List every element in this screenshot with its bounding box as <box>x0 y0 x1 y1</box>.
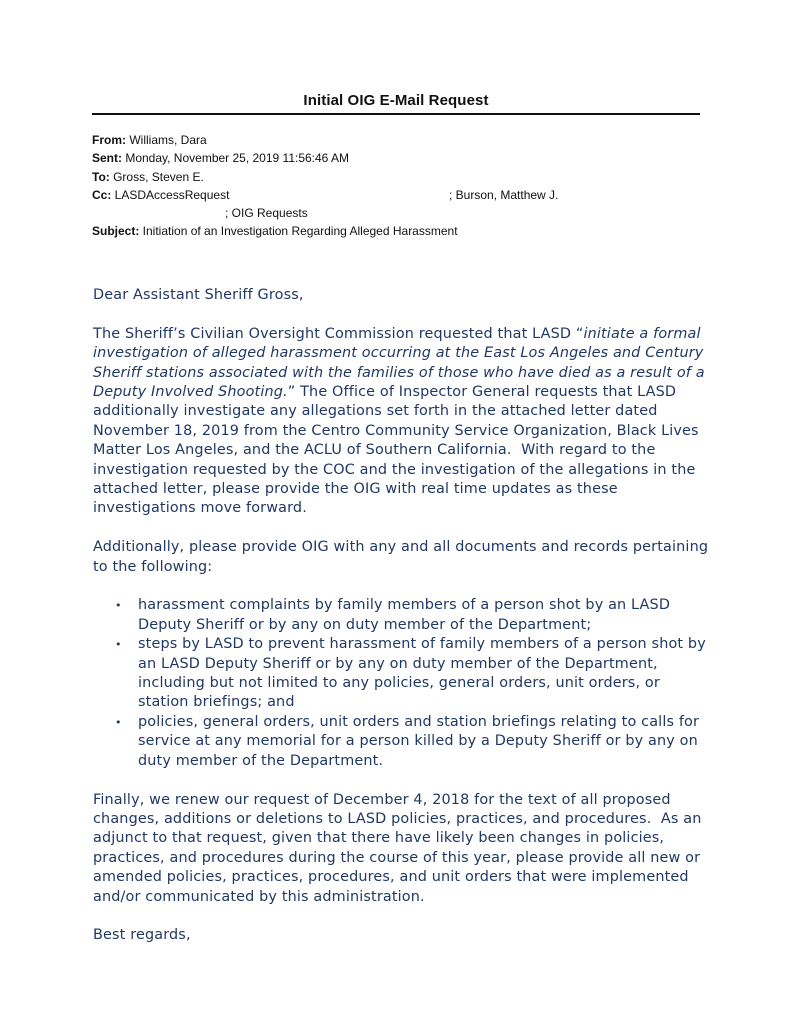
closing: Best regards, <box>93 927 191 944</box>
request-list <box>93 596 713 771</box>
subject-label: Subject: <box>92 224 140 239</box>
cc-label: Cc: <box>92 187 112 202</box>
cc-value-1: LASDAccessRequest <box>111 187 230 202</box>
list-item: • policies, general orders, unit orders and station briefings relating to calls for service at any memorial for a person killed by a Deputy Sheriff or by any on duty member of the Department. <box>115 713 700 769</box>
cc-value-3: ; OIG Requests <box>225 206 308 221</box>
from-value: Williams, Dara <box>126 133 207 147</box>
document-title: Initial OIG E-Mail Request <box>303 92 489 109</box>
salutation: Dear Assistant Sheriff Gross, <box>93 287 304 303</box>
paragraph-1 <box>93 325 713 519</box>
sent-row <box>92 149 712 167</box>
bullet-icon: • <box>115 715 122 729</box>
sent-label: Sent: <box>92 151 122 166</box>
to-value: Gross, Steven E. <box>109 169 204 184</box>
subject-value: Initiation of an Investigation Regarding Alleged Harassment <box>139 224 458 239</box>
list-item: • steps by LASD to prevent harassment of family members of a person shot by an LASD Deputy Sheriff or by any on duty member of the Department, including but not limited to any policies, general orders, unit orders, or station briefings; and <box>115 636 706 711</box>
to-label: To: <box>92 169 110 184</box>
to-row <box>92 168 712 186</box>
cc-value-2: ; Burson, Matthew J. <box>449 187 559 202</box>
email-body <box>93 286 713 946</box>
bullet-icon: • <box>115 599 122 613</box>
paragraph-1-quote: initiate a formal investigation of alleged harassment occurring at the East Los Angeles and Century Sheriff stations associated with the families of those who have died as a result of a Deputy Involved Shooting. <box>93 325 705 401</box>
paragraph-3: Finally, we renew our request of December 4, 2018 for the text of all proposed changes, additions or deletions to LASD policies, practices, and procedures. As an adjunct to that request, given that there have likely been changes in policies, practices, and procedures during the course of this year, please provide all new or amended policies, practices, procedures, and unit orders that were implemented and/or communicated by this administration. <box>93 791 702 905</box>
email-header <box>92 131 712 241</box>
bullet-icon: • <box>115 638 122 652</box>
from-row <box>92 131 712 149</box>
list-item: • harassment complaints by family members of a person shot by an LASD Deputy Sheriff or by any on duty member of the Department; <box>115 597 671 633</box>
from-label: From: <box>92 133 126 147</box>
paragraph-2: Additionally, please provide OIG with any and all documents and records pertaining to the following: <box>93 539 709 575</box>
sent-value: Monday, November 25, 2019 11:56:46 AM <box>122 151 350 166</box>
paragraph-1-rest: ” The Office of Inspector General requests that LASD additionally investigate any allegations set forth in the attached letter dated November 18, 2019 from the Centro Community Service Organization, Black Lives Matter Los Angeles, and the ACLU of Southern California. With regard to the investigation requested by the COC and the investigation of the allegations in the attached letter, please provide the OIG with real time updates as these investigations move forward. <box>93 384 699 517</box>
subject-row <box>92 222 712 240</box>
cc-row <box>92 186 712 204</box>
paragraph-1-lead: The Sheriff’s Civilian Oversight Commission requested that LASD “ <box>93 325 584 342</box>
cc-continuation-row <box>92 204 712 222</box>
title-divider <box>92 113 700 115</box>
